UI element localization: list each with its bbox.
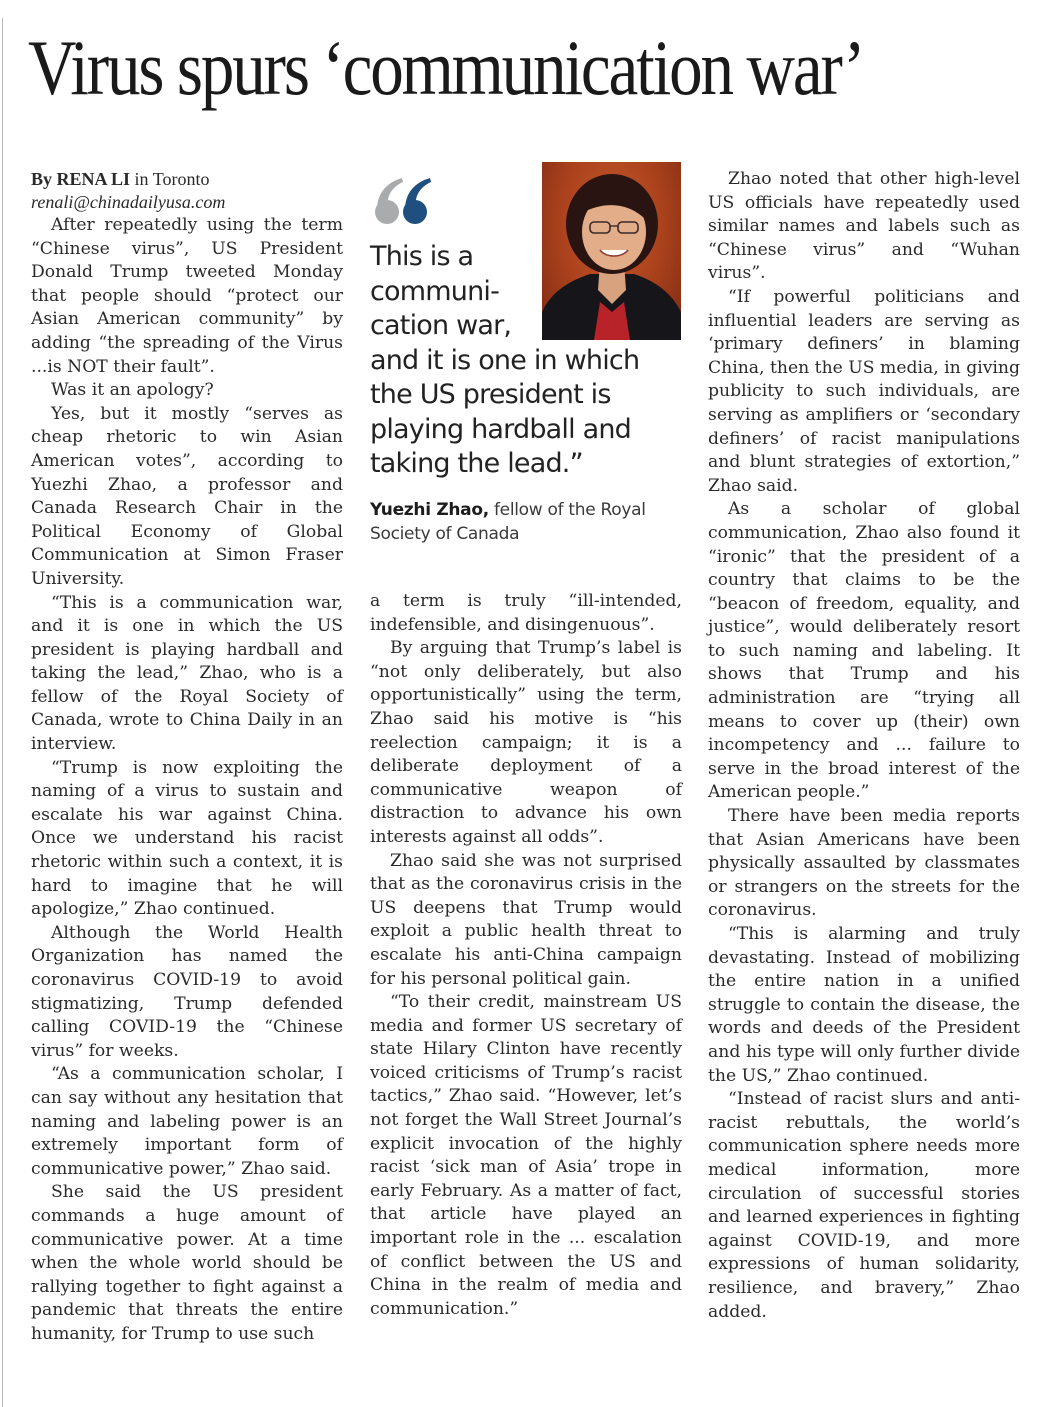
- paragraph: “Trump is now exploiting the naming of a virus to sustain and escalate his war against China. Once we understand his racist rhetoric within such a context, it is hard to imagine that he will apologize,” Zhao continued.: [31, 757, 343, 920]
- article-column-1: [31, 168, 343, 1347]
- pull-quote-line: the US president is: [370, 379, 611, 410]
- byline: [31, 168, 343, 214]
- attribution-name: Yuezhi Zhao,: [370, 500, 489, 520]
- byline-email: renali@chinadailyusa.com: [31, 192, 226, 212]
- byline-prefix: By: [31, 169, 57, 189]
- paragraph: “This is alarming and truly devastating. Instead of mobilizing the entire nation in a unified struggle to contain the disease, the words and deeds of the President and his type will only further divide the US,” Zhao continued.: [708, 924, 1020, 1086]
- paragraph: After repeatedly using the term “Chinese virus”, US President Donald Trump tweeted Monday that people should “protect our Asian American community” by adding “the spreading of the Virus ...is NOT their fault”.: [31, 215, 343, 377]
- pull-quote-line: cation war,: [370, 310, 512, 341]
- article-column-2: [370, 590, 682, 1321]
- byline-author: RENA LI: [56, 169, 131, 189]
- headline: Virus spurs ‘communication war’: [28, 24, 864, 111]
- paragraph: As a scholar of global communication, Zhao also found it “ironic” that the president of a country that claims to be the “beacon of freedom, equality, and justice”, would deliberately resort to such naming and labeling. It shows that Trump and his administration are “trying all means to cover up (their) own incompetency and ... failure to serve in the broad interest of the American people.”: [708, 499, 1020, 803]
- article-column-3: [708, 168, 1020, 1324]
- paragraph: By arguing that Trump’s label is “not only deliberately, but also opportunistically” using the term, Zhao said his motive is “his reelection campaign; it is a deliberate deployment of a communicative weapon of distraction to advance his own interests against all odds”.: [370, 638, 682, 847]
- pull-quote-attribution: [370, 498, 690, 546]
- paragraph: “If powerful politicians and influential leaders are serving as ‘primary definers’ in blaming China, then the US media, in giving publicity to such individuals, are serving as amplifiers or ‘secondary definers’ of racist manipulations and blunt strategies of extortion,” Zhao said.: [708, 286, 1020, 496]
- byline-location: in Toronto: [130, 169, 210, 189]
- attribution-title: fellow of the Royal Society of Canada: [370, 500, 646, 544]
- pull-quote-line: taking the lead.”: [370, 448, 583, 479]
- paragraph: Was it an apology?: [51, 380, 214, 401]
- portrait-photo: [542, 162, 681, 340]
- pull-quote-line: This is a: [370, 241, 474, 272]
- paragraph: Zhao said she was not surprised that as the coronavirus crisis in the US deepens that Trump would exploit a public health threat to escalate his anti-China campaign for his personal political gain.: [370, 850, 682, 989]
- paragraph: “To their credit, mainstream US media and former US secretary of state Hilary Clinton have recently voiced criticisms of Trump’s racist tactics,” Zhao said. “However, let’s not forget the Wall Street Journal’s explicit invocation of the highly racist ‘sick man of Asia’ trope in early February. As a matter of fact, that article have played an important role in the ... escalation of conflict between the US and China in the realm of media and communication.”: [370, 992, 682, 1319]
- paragraph: “Instead of racist slurs and anti-racist rebuttals, the world’s communication sphere needs more medical information, more circulation of successful stories and learned experiences in fighting against COVID-19, and more expressions of human solidarity, resilience, and bravery,” Zhao added.: [708, 1089, 1020, 1322]
- pull-quote-line: and it is one in which: [370, 344, 640, 376]
- paragraph: a term is truly “ill-intended, indefensible, and disingenuous”.: [370, 591, 682, 635]
- paragraph: Yes, but it mostly “serves as cheap rhetoric to win Asian American votes”, according to Yuezhi Zhao, a professor and Canada Research Chair in the Political Economy of Global Communication at Simon Fraser University.: [31, 403, 343, 589]
- paragraph: There have been media reports that Asian Americans have been physically assaulted by classmates or strangers on the streets for the coronavirus.: [708, 806, 1020, 921]
- pull-quote-line: playing hardball and: [370, 413, 631, 445]
- portrait-illustration: [542, 162, 681, 340]
- pull-quote-line: communi-: [370, 275, 500, 307]
- quotation-mark-icon: [370, 170, 440, 230]
- paragraph: Zhao noted that other high-level US officials have repeatedly used similar names and labels such as “Chinese virus” and “Wuhan virus”.: [708, 169, 1020, 284]
- page-edge-rule: [2, 18, 3, 1407]
- paragraph: “This is a communication war, and it is one in which the US president is playing hardball and taking the lead,” Zhao, who is a fellow of the Royal Society of Canada, wrote to China Daily in an interview.: [31, 592, 343, 755]
- paragraph: Although the World Health Organization has named the coronavirus COVID-19 to avoid stigmatizing, Trump defended calling COVID-19 the “Chinese virus” for weeks.: [31, 922, 343, 1061]
- paragraph: She said the US president commands a huge amount of communicative power. At a time when the whole world should be rallying together to fight against a pandemic that threats the entire humanity, for Trump to use such: [31, 1182, 343, 1344]
- paragraph: “As a communication scholar, I can say without any hesitation that naming and labeling power is an extremely important form of communicative power,” Zhao said.: [31, 1064, 343, 1179]
